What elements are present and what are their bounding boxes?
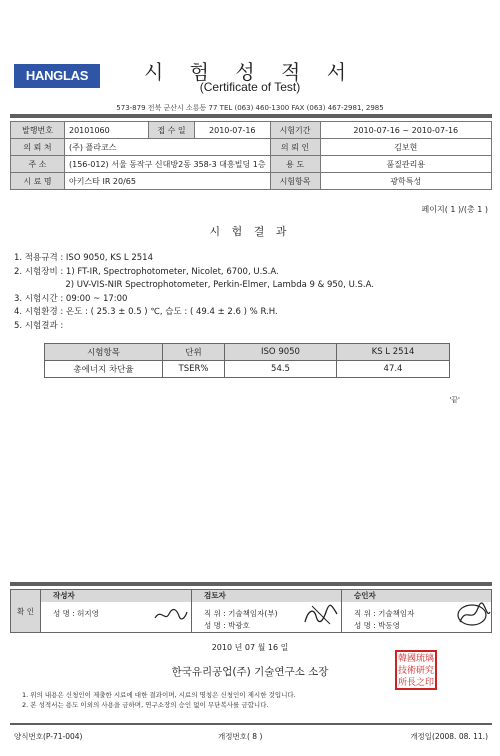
note-line: 2. 본 성적서는 용도 이외의 사용을 금하며, 연구소장의 승인 없이 무단복사를 금합니다. xyxy=(22,701,269,709)
confirm-label: 확 인 xyxy=(11,590,41,633)
results-cell: TSER% xyxy=(163,361,225,378)
sample-name: 아키스타 IR 20/65 xyxy=(65,173,271,190)
hanglas-logo: HANGLAS xyxy=(14,64,100,88)
approver-signature-icon xyxy=(454,600,492,630)
results-table xyxy=(44,343,450,378)
issuing-organization: 한국유리공업(주) 기술연구소 소장 xyxy=(171,666,329,678)
signature-table xyxy=(10,589,492,633)
test-period: 2010-07-16 ~ 2010-07-16 xyxy=(320,122,491,139)
results-heading: 시 험 결 과 xyxy=(209,225,291,238)
test-conditions xyxy=(14,252,374,333)
condition-line: 1. 적용규격 : ISO 9050, KS L 2514 xyxy=(14,253,153,263)
reviewer-line1: 직 위 : 기술책임자(부) xyxy=(204,609,278,618)
reviewer-line2: 성 명 : 박광호 xyxy=(204,621,250,630)
info-table xyxy=(10,121,492,190)
results-header-cell: ISO 9050 xyxy=(225,344,337,361)
purpose-label: 용 도 xyxy=(270,156,320,173)
header-divider xyxy=(10,114,492,118)
test-item-label: 시험항목 xyxy=(270,173,320,190)
revision-number: 개정번호( 8 ) xyxy=(218,732,263,741)
results-header-cell: KS L 2514 xyxy=(337,344,450,361)
signature-divider xyxy=(10,582,492,586)
test-item-value: 광학특성 xyxy=(320,173,491,190)
client-name: (주) 플라코스 xyxy=(65,139,271,156)
writer-block xyxy=(41,590,192,633)
notes xyxy=(22,690,296,710)
document-subtitle: (Certificate of Test) xyxy=(199,80,301,94)
writer-line1: 성 명 : 허지영 xyxy=(53,609,99,618)
requester-name: 김보현 xyxy=(320,139,491,156)
results-cell: 총에너지 차단율 xyxy=(45,361,163,378)
sample-label: 시 료 명 xyxy=(11,173,65,190)
reviewer-signature-icon xyxy=(302,602,340,628)
revision-date: 개정일(2008. 08. 11.) xyxy=(410,732,488,741)
requester-label: 의 뢰 인 xyxy=(270,139,320,156)
results-cell: 47.4 xyxy=(337,361,450,378)
results-header-cell: 단위 xyxy=(163,344,225,361)
note-line: 1. 위의 내용은 신청인이 제출한 시료에 대한 결과이며, 시료의 명칭은 신청인이 제시한 것입니다. xyxy=(22,691,296,699)
condition-line: 4. 시험환경 : 온도 : ( 25.3 ± 0.5 ) ℃, 습도 : ( 49.4 ± 2.6 ) % R.H. xyxy=(14,307,278,317)
approver-title: 승인자 xyxy=(342,590,491,602)
writer-title: 작성자 xyxy=(41,590,191,602)
condition-line: 3. 시험시간 : 09:00 ~ 17:00 xyxy=(14,293,128,304)
page-number: 페이지( 1 )/(총 1 ) xyxy=(421,205,488,214)
footer-divider xyxy=(10,723,492,725)
official-seal-icon: 韓國琉璃 技術研究 所長之印 xyxy=(395,650,437,690)
writer-signature-icon xyxy=(153,604,189,626)
address-label: 주 소 xyxy=(11,156,65,173)
client-label: 의 뢰 처 xyxy=(11,139,65,156)
issue-date: 2010 년 07 월 16 일 xyxy=(211,643,289,652)
results-header-cell: 시험항목 xyxy=(45,344,163,361)
reviewer-title: 검토자 xyxy=(192,590,341,602)
reviewer-block xyxy=(192,590,342,633)
approver-block xyxy=(342,590,492,633)
client-address: (156-012) 서울 동작구 신대방2동 358-3 대흥빌딩 1층 xyxy=(65,156,271,173)
condition-line: 2) UV-VIS-NIR Spectrophotometer, Perkin-Elmer, Lambda 9 & 950, U.S.A. xyxy=(14,280,374,290)
purpose-value: 품질관리용 xyxy=(320,156,491,173)
form-number: 양식번호(P-71-004) xyxy=(14,732,83,741)
issue-no: 20101060 xyxy=(65,122,149,139)
receipt-label: 접 수 일 xyxy=(148,122,194,139)
company-address: 573-879 전북 군산시 소룡동 77 TEL (063) 460-1300 FAX (063) 467-2981, 2985 xyxy=(116,104,384,112)
end-mark: '끝' xyxy=(449,396,460,404)
condition-line: 2. 시험장비 : 1) FT-IR, Spectrophotometer, Nicolet, 6700, U.S.A. xyxy=(14,266,279,277)
period-label: 시험기간 xyxy=(270,122,320,139)
issue-no-label: 발행번호 xyxy=(11,122,65,139)
approver-line1: 직 위 : 기술책임자 xyxy=(354,609,415,618)
approver-line2: 성 명 : 박동영 xyxy=(354,621,400,630)
condition-line: 5. 시험결과 : xyxy=(14,320,64,331)
receipt-date: 2010-07-16 xyxy=(195,122,271,139)
document-title: 시 험 성 적 서 xyxy=(143,60,357,84)
results-cell: 54.5 xyxy=(225,361,337,378)
